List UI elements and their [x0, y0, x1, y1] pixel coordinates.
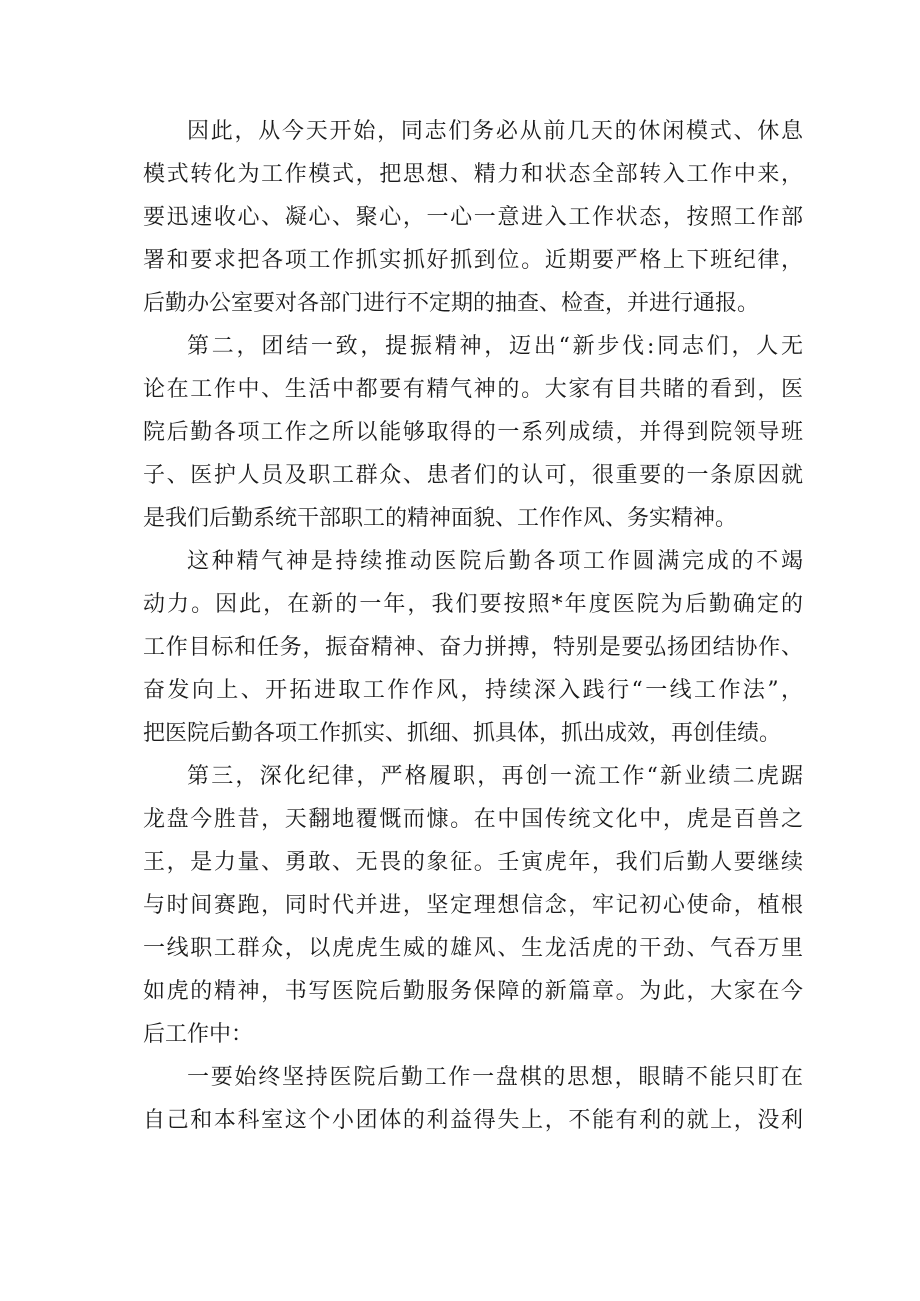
- text-line: 把医院后勤各项工作抓实、抓细、抓具体，抓出成效，再创佳绩。: [143, 721, 782, 746]
- text-line: 动力。因此，在新的一年，我们要按照*年度医院为后勤确定的: [143, 592, 803, 617]
- text-line: 如虎的精神，书写医院后勤服务保障的新篇章。为此，大家在今: [143, 979, 803, 1004]
- paragraph-5: [143, 1056, 803, 1142]
- text-line: 第二，团结一致，提振精神，迈出“新步伐:同志们，人无: [187, 334, 803, 359]
- text-line: 是我们后勤系统干部职工的精神面貌、工作作风、务实精神。: [143, 506, 738, 531]
- text-line: 与时间赛跑，同时代并进，坚定理想信念，牢记初心使命，植根: [143, 893, 803, 918]
- text-line: 署和要求把各项工作抓实抓好抓到位。近期要严格上下班纪律，: [143, 248, 803, 273]
- text-line: 一要始终坚持医院后勤工作一盘棋的思想，眼睛不能只盯在: [187, 1065, 803, 1090]
- text-line: 院后勤各项工作之所以能够取得的一系列成绩，并得到院领导班: [143, 420, 803, 445]
- paragraph-2: [143, 325, 803, 540]
- document-body: [143, 110, 803, 1142]
- paragraph-1: [143, 110, 803, 325]
- text-line: 龙盘今胜昔，天翻地覆慨而慷。在中国传统文化中，虎是百兽之: [143, 807, 803, 832]
- text-line: 子、医护人员及职工群众、患者们的认可，很重要的一条原因就: [143, 463, 803, 488]
- text-line: 论在工作中、生活中都要有精气神的。大家有目共睹的看到，医: [143, 377, 803, 402]
- text-line: 模式转化为工作模式，把思想、精力和状态全部转入工作中来，: [143, 162, 803, 187]
- text-line: 后工作中：: [143, 1022, 254, 1047]
- text-line: 工作目标和任务，振奋精神、奋力拼搏，特别是要弘扬团结协作、: [143, 635, 803, 660]
- text-line: 自己和本科室这个小团体的利益得失上，不能有利的就上，没利: [143, 1108, 803, 1133]
- paragraph-4: [143, 755, 803, 1056]
- paragraph-3: [143, 540, 803, 755]
- text-line: 王，是力量、勇敢、无畏的象征。壬寅虎年，我们后勤人要继续: [143, 850, 803, 875]
- text-line: 这种精气神是持续推动医院后勤各项工作圆满完成的不竭: [187, 549, 803, 574]
- text-line: 奋发向上、开拓进取工作作风，持续深入践行“一线工作法”，: [143, 678, 803, 703]
- text-line: 要迅速收心、凝心、聚心，一心一意进入工作状态，按照工作部: [143, 205, 803, 230]
- text-line: 后勤办公室要对各部门进行不定期的抽查、检查，并进行通报。: [143, 291, 760, 316]
- text-line: 一线职工群众，以虎虎生威的雄风、生龙活虎的干劲、气吞万里: [143, 936, 803, 961]
- text-line: 第三，深化纪律，严格履职，再创一流工作“新业绩二虎踞: [187, 764, 803, 789]
- text-line: 因此，从今天开始，同志们务必从前几天的休闲模式、休息: [187, 119, 803, 144]
